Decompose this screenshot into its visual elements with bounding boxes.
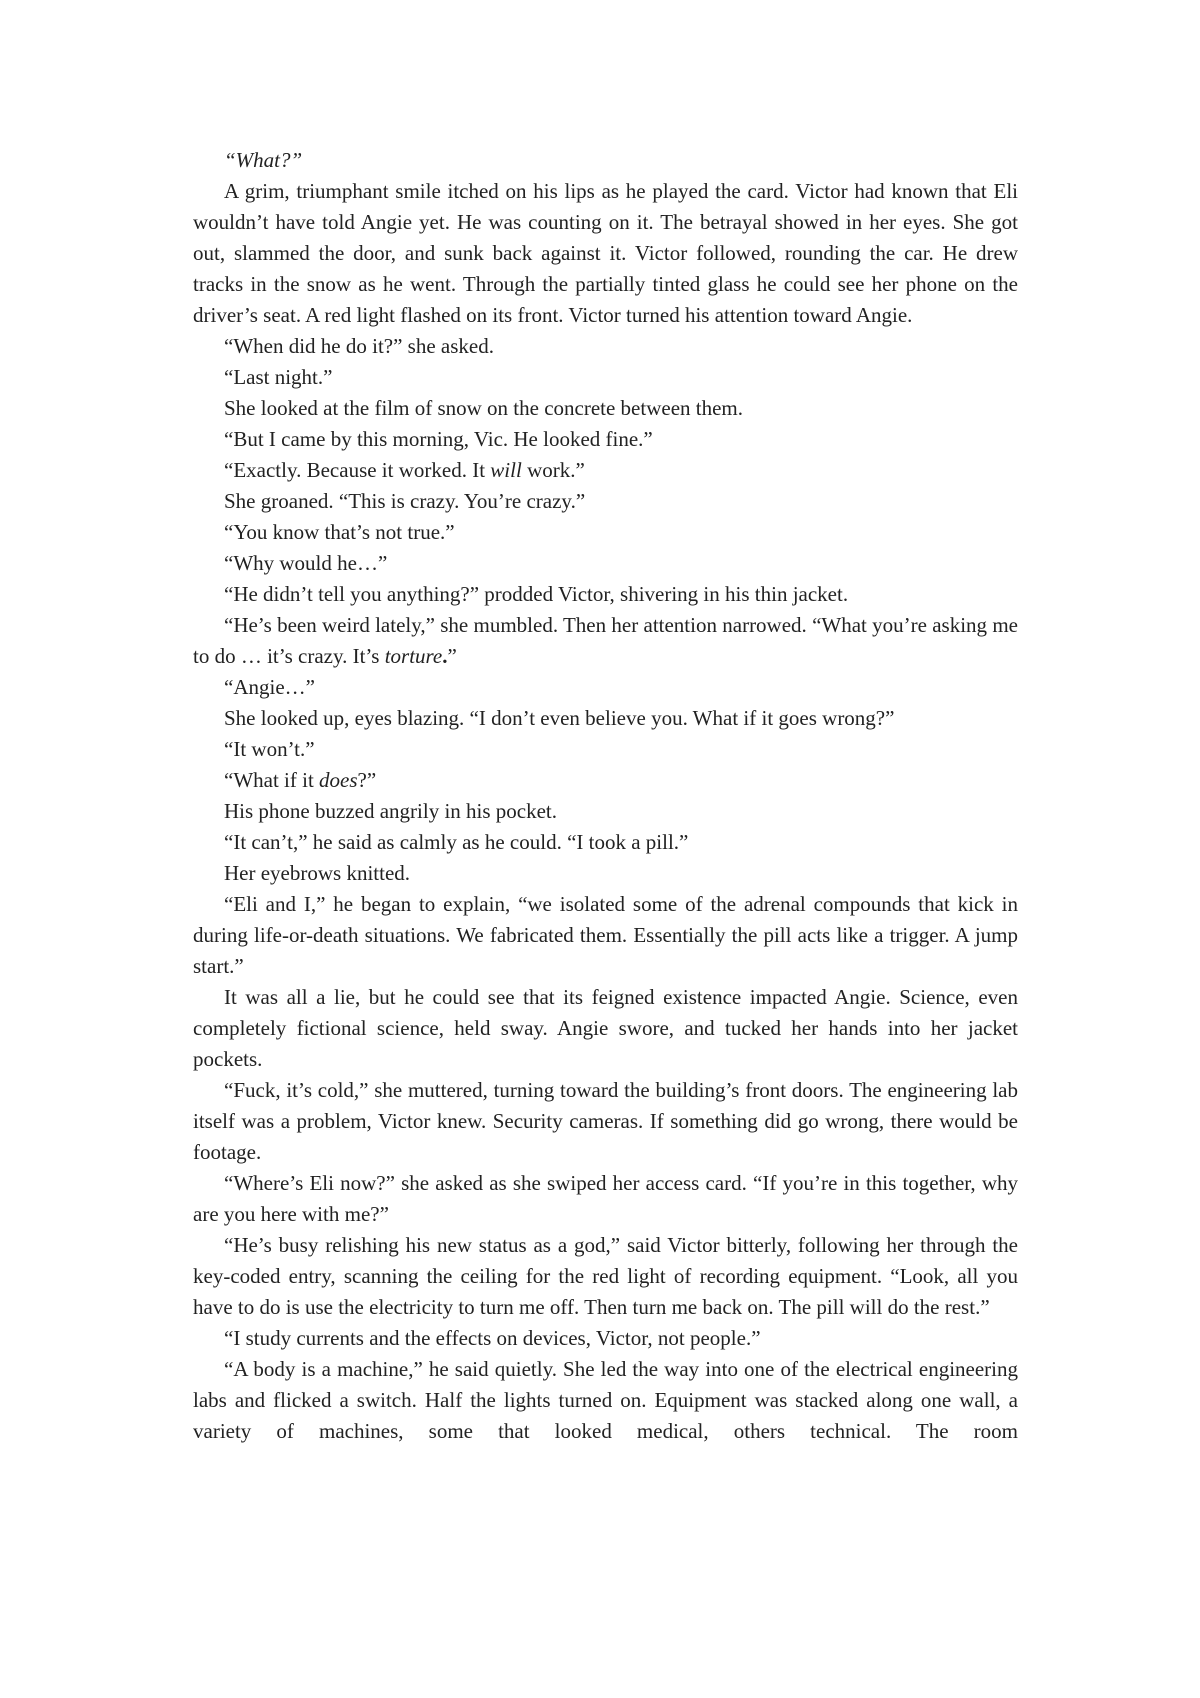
emphasis-text: does [319,768,358,792]
paragraph [193,486,1018,517]
paragraph [193,889,1018,982]
paragraph-text: “You know that’s not true.” [224,520,455,544]
paragraph-text: Her eyebrows knitted. [224,861,411,885]
paragraph [193,765,1018,796]
paragraph [193,455,1018,486]
paragraph [193,734,1018,765]
paragraph-text: “He’s busy relishing his new status as a god,” said Victor bitterly, following her through the key-coded entry, scanning the ceiling for the red light of recording equipment. “Look, all you have to do is use the electricity to turn me off. Then turn me back on. The pill will do the rest.” [193,1233,1018,1319]
paragraph [193,579,1018,610]
paragraph-text: “He’s been weird lately,” she mumbled. Then her attention narrowed. “What you’re asking me to do … it’s crazy. It’s [193,613,1018,668]
paragraph [193,145,1018,176]
paragraph [193,982,1018,1075]
paragraph-text: She looked at the film of snow on the concrete between them. [224,396,744,420]
paragraph-text: “Eli and I,” he began to explain, “we isolated some of the adrenal compounds that kick in during life-or-death situations. We fabricated them. Essentially the pill acts like a trigger. A jump start.” [193,892,1018,978]
emphasis-text: will [490,458,522,482]
paragraph-text: ” [447,644,457,668]
paragraph [193,393,1018,424]
paragraph [193,858,1018,889]
paragraph-text: “Why would he…” [224,551,388,575]
paragraph-text: “Angie…” [224,675,315,699]
paragraph-text: “Where’s Eli now?” she asked as she swiped her access card. “If you’re in this together, why are you here with me?” [193,1171,1018,1226]
emphasis-text: torture [384,644,443,668]
paragraph-text: ?” [357,768,377,792]
paragraph [193,548,1018,579]
paragraph-text: work.” [521,458,585,482]
paragraph [193,176,1018,331]
paragraph-text: “What if it [224,768,320,792]
paragraph [193,703,1018,734]
paragraph [193,362,1018,393]
paragraph-text: “Exactly. Because it worked. It [224,458,491,482]
paragraph-text: “A body is a machine,” he said quietly. She led the way into one of the electrical engineering labs and flicked a switch. Half the lights turned on. Equipment was stacked along one wall, a variety of machines, some that looked medical, others technical. The room [193,1357,1018,1443]
body-text [193,145,1018,1447]
paragraph-text: “But I came by this morning, Vic. He looked fine.” [224,427,653,451]
paragraph [193,1230,1018,1323]
paragraph [193,331,1018,362]
emphasis-text: . [442,644,448,668]
paragraph [193,1354,1018,1447]
paragraph-text: “When did he do it?” she asked. [224,334,494,358]
paragraph [193,1075,1018,1168]
paragraph-text: “I study currents and the effects on devices, Victor, not people.” [224,1326,761,1350]
paragraph [193,517,1018,548]
paragraph-text: His phone buzzed angrily in his pocket. [224,799,558,823]
paragraph [193,424,1018,455]
paragraph-text: She groaned. “This is crazy. You’re crazy.” [224,489,586,513]
paragraph [193,796,1018,827]
paragraph-text: “It can’t,” he said as calmly as he could. “I took a pill.” [224,830,689,854]
paragraph [193,1323,1018,1354]
emphasis-text: “What?” [224,148,303,172]
paragraph [193,827,1018,858]
paragraph-text: She looked up, eyes blazing. “I don’t even believe you. What if it goes wrong?” [224,706,895,730]
paragraph-text: “Last night.” [224,365,333,389]
paragraph [193,672,1018,703]
paragraph [193,610,1018,672]
paragraph-text: “Fuck, it’s cold,” she muttered, turning toward the building’s front doors. The engineering lab itself was a problem, Victor knew. Security cameras. If something did go wrong, there would be footage. [193,1078,1018,1164]
paragraph-text: A grim, triumphant smile itched on his lips as he played the card. Victor had known that Eli wouldn’t have told Angie yet. He was counting on it. The betrayal showed in her eyes. She got out, slammed the door, and sunk back against it. Victor followed, rounding the car. He drew tracks in the snow as he went. Through the partially tinted glass he could see her phone on the driver’s seat. A red light flashed on its front. Victor turned his attention toward Angie. [193,179,1018,327]
paragraph-text: It was all a lie, but he could see that its feigned existence impacted Angie. Science, even completely fictional science, held sway. Angie swore, and tucked her hands into her jacket pockets. [193,985,1018,1071]
paragraph-text: “It won’t.” [224,737,315,761]
paragraph-text: “He didn’t tell you anything?” prodded Victor, shivering in his thin jacket. [224,582,849,606]
paragraph [193,1168,1018,1230]
